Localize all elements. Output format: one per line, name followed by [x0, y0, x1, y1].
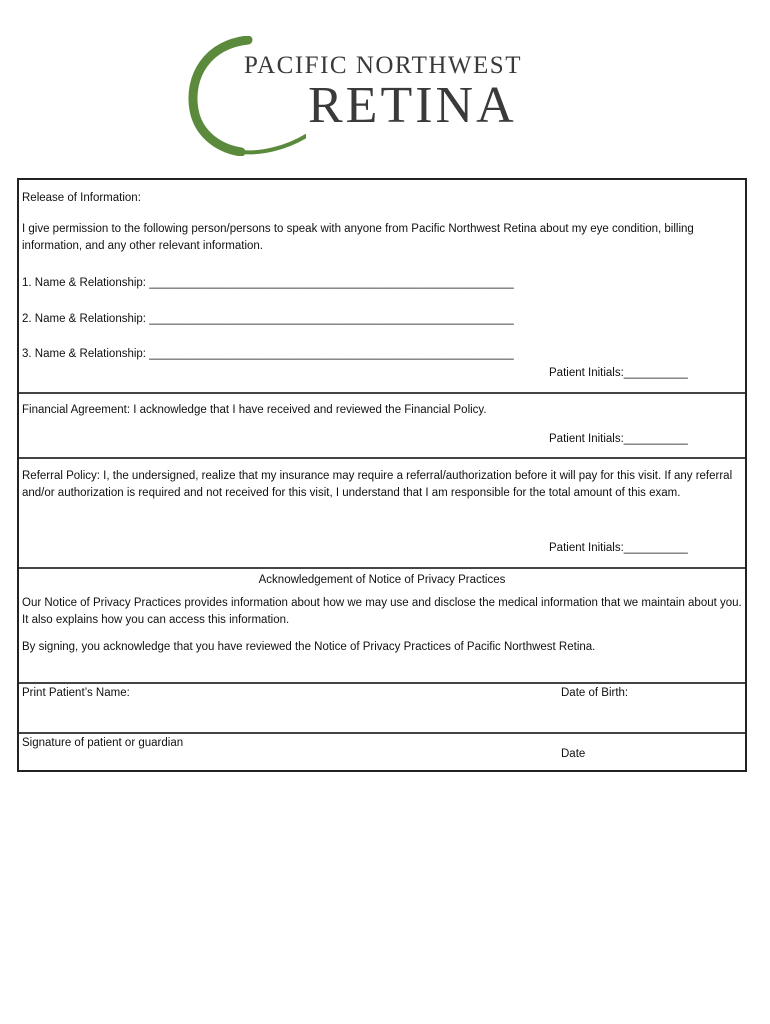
name-relationship-3[interactable]: 3. Name & Relationship: _________________________________________________________ [22, 348, 514, 360]
release-patient-initials[interactable]: Patient Initials:__________ [549, 367, 688, 379]
signature-label[interactable]: Signature of patient or guardian [22, 737, 184, 749]
financial-patient-initials[interactable]: Patient Initials:__________ [549, 433, 688, 445]
logo-text-line1: PACIFIC NORTHWEST [244, 52, 522, 79]
privacy-heading: Acknowledgement of Notice of Privacy Practices [258, 574, 506, 586]
logo [186, 36, 556, 156]
divider [19, 567, 745, 569]
divider [19, 457, 745, 459]
name-relationship-1[interactable]: 1. Name & Relationship: _________________________________________________________ [22, 277, 514, 289]
divider [19, 732, 745, 734]
privacy-text: Our Notice of Privacy Practices provides information about how we may use and disclose the medical information that we maintain about you. It also explains how you can access this information. [22, 597, 742, 626]
logo-text-line2: RETINA [308, 77, 517, 134]
name-relationship-2[interactable]: 2. Name & Relationship: _________________________________________________________ [22, 313, 514, 325]
date-label[interactable]: Date [561, 748, 586, 760]
referral-patient-initials[interactable]: Patient Initials:__________ [549, 542, 688, 554]
print-name-label[interactable]: Print Patient’s Name: [22, 687, 130, 699]
date-of-birth-label[interactable]: Date of Birth: [561, 687, 629, 699]
privacy-signing-text: By signing, you acknowledge that you have reviewed the Notice of Privacy Practices of Pacific Northwest Retina. [22, 641, 596, 653]
financial-agreement-text: Financial Agreement: I acknowledge that I have received and reviewed the Financial Policy. [22, 404, 487, 416]
release-permission-text: I give permission to the following person/persons to speak with anyone from Pacific Northwest Retina about my eye condition, billing information, and any other relevant information. [22, 223, 694, 252]
divider [19, 682, 745, 684]
divider [19, 392, 745, 394]
consent-form [17, 178, 747, 772]
referral-policy-text: Referral Policy: I, the undersigned, realize that my insurance may require a referral/authorization before it will pay for this visit. If any referral and/or authorization is required and not received for this visit, I understand that I am responsible for the total amount of this exam. [22, 470, 733, 499]
release-heading: Release of Information: [22, 192, 141, 204]
